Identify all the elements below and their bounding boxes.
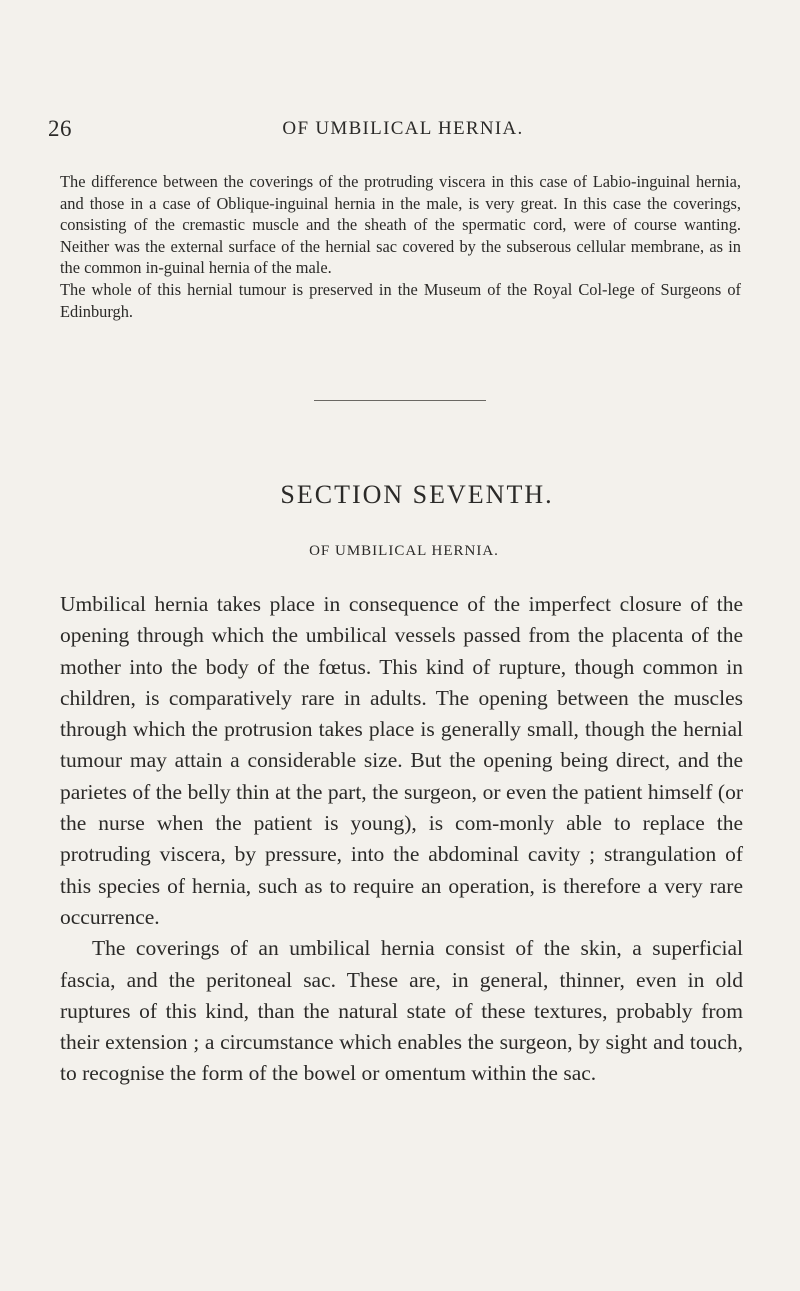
section-heading: SECTION SEVENTH. (280, 480, 554, 509)
running-head (48, 116, 752, 146)
paragraph: The coverings of an umbilical hernia consist of the skin, a superficial fascia, and the peritoneal sac. These are, in general, thinner, even in old ruptures of this kind, than the natural state of these textures, probably from their extension ; a circumstance which enables the surgeon, by sight and touch, to recognise the form of the bowel or omentum within the sac. (60, 936, 743, 1086)
page-number: 26 (48, 116, 72, 141)
section-body-text (60, 589, 743, 1090)
section-divider-rule (314, 400, 486, 401)
section-subheading: OF UMBILICAL HERNIA. (309, 543, 499, 559)
previous-section-text (60, 171, 741, 322)
running-title: OF UMBILICAL HERNIA. (282, 118, 524, 139)
paragraph: Umbilical hernia takes place in consequence of the imperfect closure of the opening through which the umbilical vessels passed from the placenta of the mother into the body of the fœtus. This kind of rupture, though common in children, is comparatively rare in adults. The opening between the muscles through which the protrusion takes place is generally small, though the hernial tumour may attain a considerable size. But the opening being direct, and the parietes of the belly thin at the part, the surgeon, or even the patient himself (or the nurse when the patient is young), is com-monly able to replace the protruding viscera, by pressure, into the abdominal cavity ; strangulation of this species of hernia, such as to require an operation, is therefore a very rare occurrence. (60, 592, 743, 929)
paragraph: The difference between the coverings of the protruding viscera in this case of Labio-inguinal hernia, and those in a case of Oblique-inguinal hernia in the male, is very great. In this case the coverings, consisting of the cremastic muscle and the sheath of the spermatic cord, were of course wanting. Neither was the external surface of the hernial sac covered by the subserous cellular membrane, as in the common in-guinal hernia of the male. (60, 172, 741, 278)
paragraph: The whole of this hernial tumour is preserved in the Museum of the Royal Col-lege of Surgeons of Edinburgh. (60, 279, 741, 321)
